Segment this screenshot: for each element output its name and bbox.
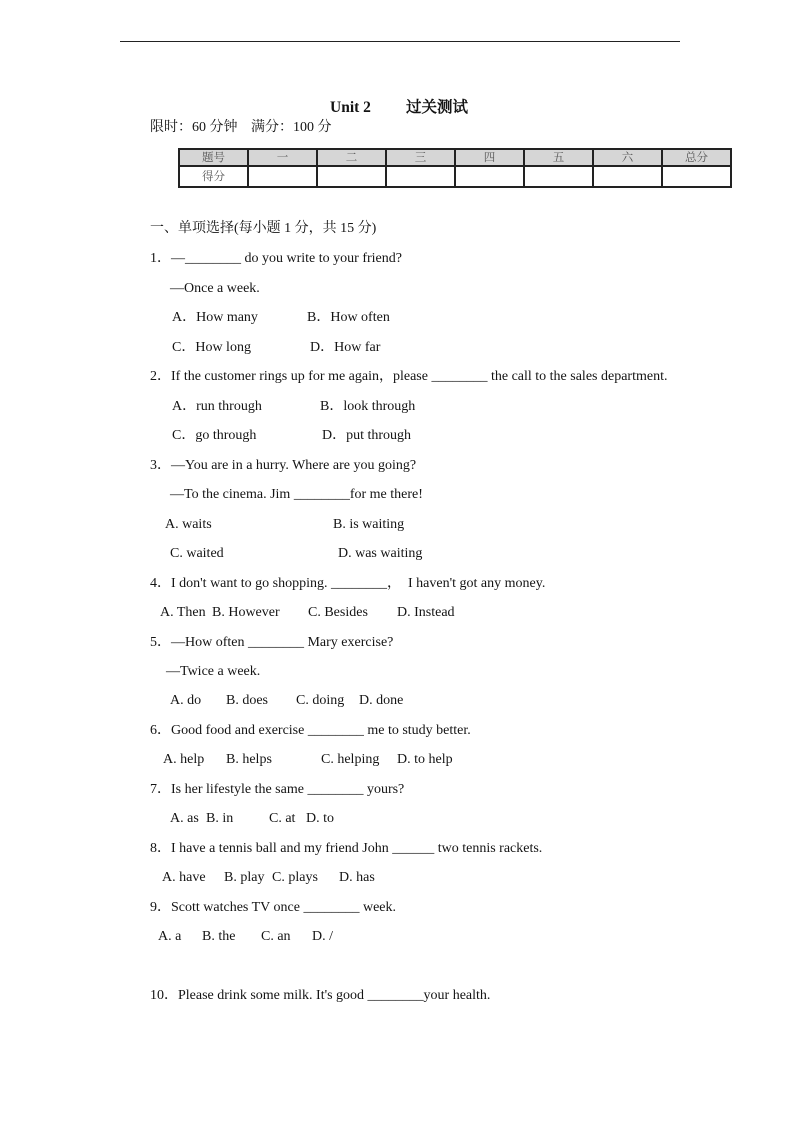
score-header-cell: 一 [248, 149, 317, 166]
title-test-name: 过关测试 [406, 99, 469, 116]
question-4-option-b: B. However [212, 605, 280, 620]
time-limit: 限时：60 分钟 [150, 120, 238, 135]
question-8-option-d: D. has [339, 870, 375, 885]
score-cell [455, 166, 524, 187]
score-header-cell: 三 [386, 149, 455, 166]
question-5-option-b: B. does [226, 693, 268, 708]
question-1-reply: —Once a week. [170, 281, 260, 296]
question-10-stem: 10．Please drink some milk. It's good ________your health. [150, 988, 491, 1003]
question-4-option-c: C. Besides [308, 605, 368, 620]
question-7-stem: 7．Is her lifestyle the same ________ yours? [150, 782, 405, 797]
question-2-option-d: D．put through [322, 428, 412, 443]
question-7-option-a: A. as [170, 811, 199, 826]
score-cell [248, 166, 317, 187]
section-heading: 一、单项选择(每小题 1 分，共 15 分) [150, 221, 377, 236]
score-cell [662, 166, 731, 187]
question-8-option-a: A. have [162, 870, 206, 885]
question-9-option-a: A. a [158, 929, 182, 944]
question-1-option-b: B．How often [307, 310, 390, 325]
full-score: 满分：100 分 [251, 120, 332, 135]
question-3-option-c: C. waited [170, 546, 224, 561]
question-2-option-c: C．go through [172, 428, 257, 443]
question-4-option-a: A. Then [160, 605, 206, 620]
question-1-stem: 1．—________ do you write to your friend? [150, 251, 402, 266]
question-3-option-b: B. is waiting [333, 517, 405, 532]
question-2-option-a: A．run through [172, 399, 262, 414]
question-4-option-d: D. Instead [397, 605, 455, 620]
question-6-option-a: A. help [163, 752, 205, 767]
score-cell [524, 166, 593, 187]
question-2-stem: 2．If the customer rings up for me again，please ________ the call to the sales department. [150, 369, 668, 384]
question-6-option-d: D. to help [397, 752, 453, 767]
score-header-cell: 题号 [179, 149, 248, 166]
question-6-stem: 6．Good food and exercise ________ me to study better. [150, 723, 471, 738]
title-unit: Unit 2 [330, 99, 371, 116]
question-9-option-c: C. an [261, 929, 291, 944]
score-header-cell: 二 [317, 149, 386, 166]
score-cell [386, 166, 455, 187]
score-row-label: 得分 [179, 166, 248, 187]
score-table-header-row [179, 149, 731, 166]
score-header-cell: 五 [524, 149, 593, 166]
score-header-cell: 四 [455, 149, 524, 166]
question-5-option-d: D. done [359, 693, 404, 708]
header-rule [120, 41, 680, 42]
score-table [178, 148, 732, 188]
question-3-option-d: D. was waiting [338, 546, 423, 561]
question-5-option-a: A. do [170, 693, 202, 708]
score-cell [593, 166, 662, 187]
question-5-stem: 5．—How often ________ Mary exercise? [150, 635, 394, 650]
question-3-option-a: A. waits [165, 517, 212, 532]
question-2-option-b: B．look through [320, 399, 416, 414]
question-8-stem: 8．I have a tennis ball and my friend John ______ two tennis rackets. [150, 841, 543, 856]
question-8-option-c: C. plays [272, 870, 318, 885]
question-1-option-c: C．How long [172, 340, 251, 355]
question-8-option-b: B. play [224, 870, 265, 885]
question-9-option-d: D. / [312, 929, 333, 944]
question-1-option-a: A．How many [172, 310, 258, 325]
question-7-option-b: B. in [206, 811, 234, 826]
question-6-option-c: C. helping [321, 752, 380, 767]
question-5-reply: —Twice a week. [166, 664, 261, 679]
question-6-option-b: B. helps [226, 752, 272, 767]
question-3-reply: —To the cinema. Jim ________for me there! [170, 487, 423, 502]
question-7-option-d: D. to [306, 811, 334, 826]
question-9-option-b: B. the [202, 929, 236, 944]
question-9-stem: 9．Scott watches TV once ________ week. [150, 900, 396, 915]
score-table-score-row [179, 166, 731, 187]
question-7-option-c: C. at [269, 811, 296, 826]
question-4-stem: 4．I don't want to go shopping. ________， I haven't got any money. [150, 576, 546, 591]
score-header-cell: 总分 [662, 149, 731, 166]
question-3-stem: 3．—You are in a hurry. Where are you going? [150, 458, 417, 473]
score-cell [317, 166, 386, 187]
question-1-option-d: D．How far [310, 340, 381, 355]
score-header-cell: 六 [593, 149, 662, 166]
question-5-option-c: C. doing [296, 693, 345, 708]
